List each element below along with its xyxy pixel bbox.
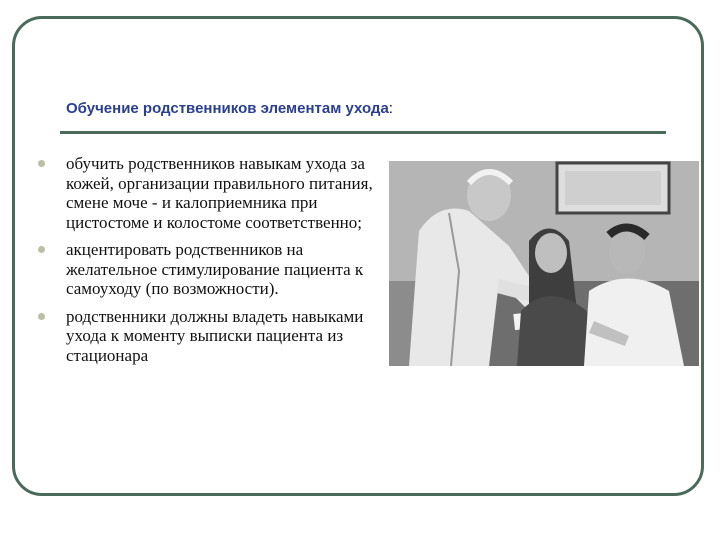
bullet-dot-icon: [38, 160, 45, 167]
bullet-item: [36, 307, 376, 366]
slide-title: [66, 100, 393, 117]
slide-title-text: Обучение родственников элементам ухода: [66, 100, 389, 117]
bullet-list: [36, 154, 376, 373]
bullet-text: акцентировать родственников на желательное стимулирование пациента к самоуходу (по возможности).: [66, 240, 364, 298]
bullet-dot-icon: [38, 246, 45, 253]
bullet-text: родственники должны владеть навыками ухода к моменту выписки пациента из стационара: [66, 306, 364, 365]
bullet-item: [36, 240, 376, 299]
photo-illustration: [389, 161, 699, 366]
bullet-item: [36, 154, 376, 232]
title-divider: [60, 131, 666, 134]
slide-title-colon: :: [388, 100, 393, 117]
photo-doctor-with-patients: [389, 161, 699, 366]
bullet-text: обучить родственников навыкам ухода за кожей, организации правильного питания, смене моче - и калоприемника при цистостоме и колостоме соответственно;: [66, 154, 373, 232]
bullet-dot-icon: [38, 313, 45, 320]
